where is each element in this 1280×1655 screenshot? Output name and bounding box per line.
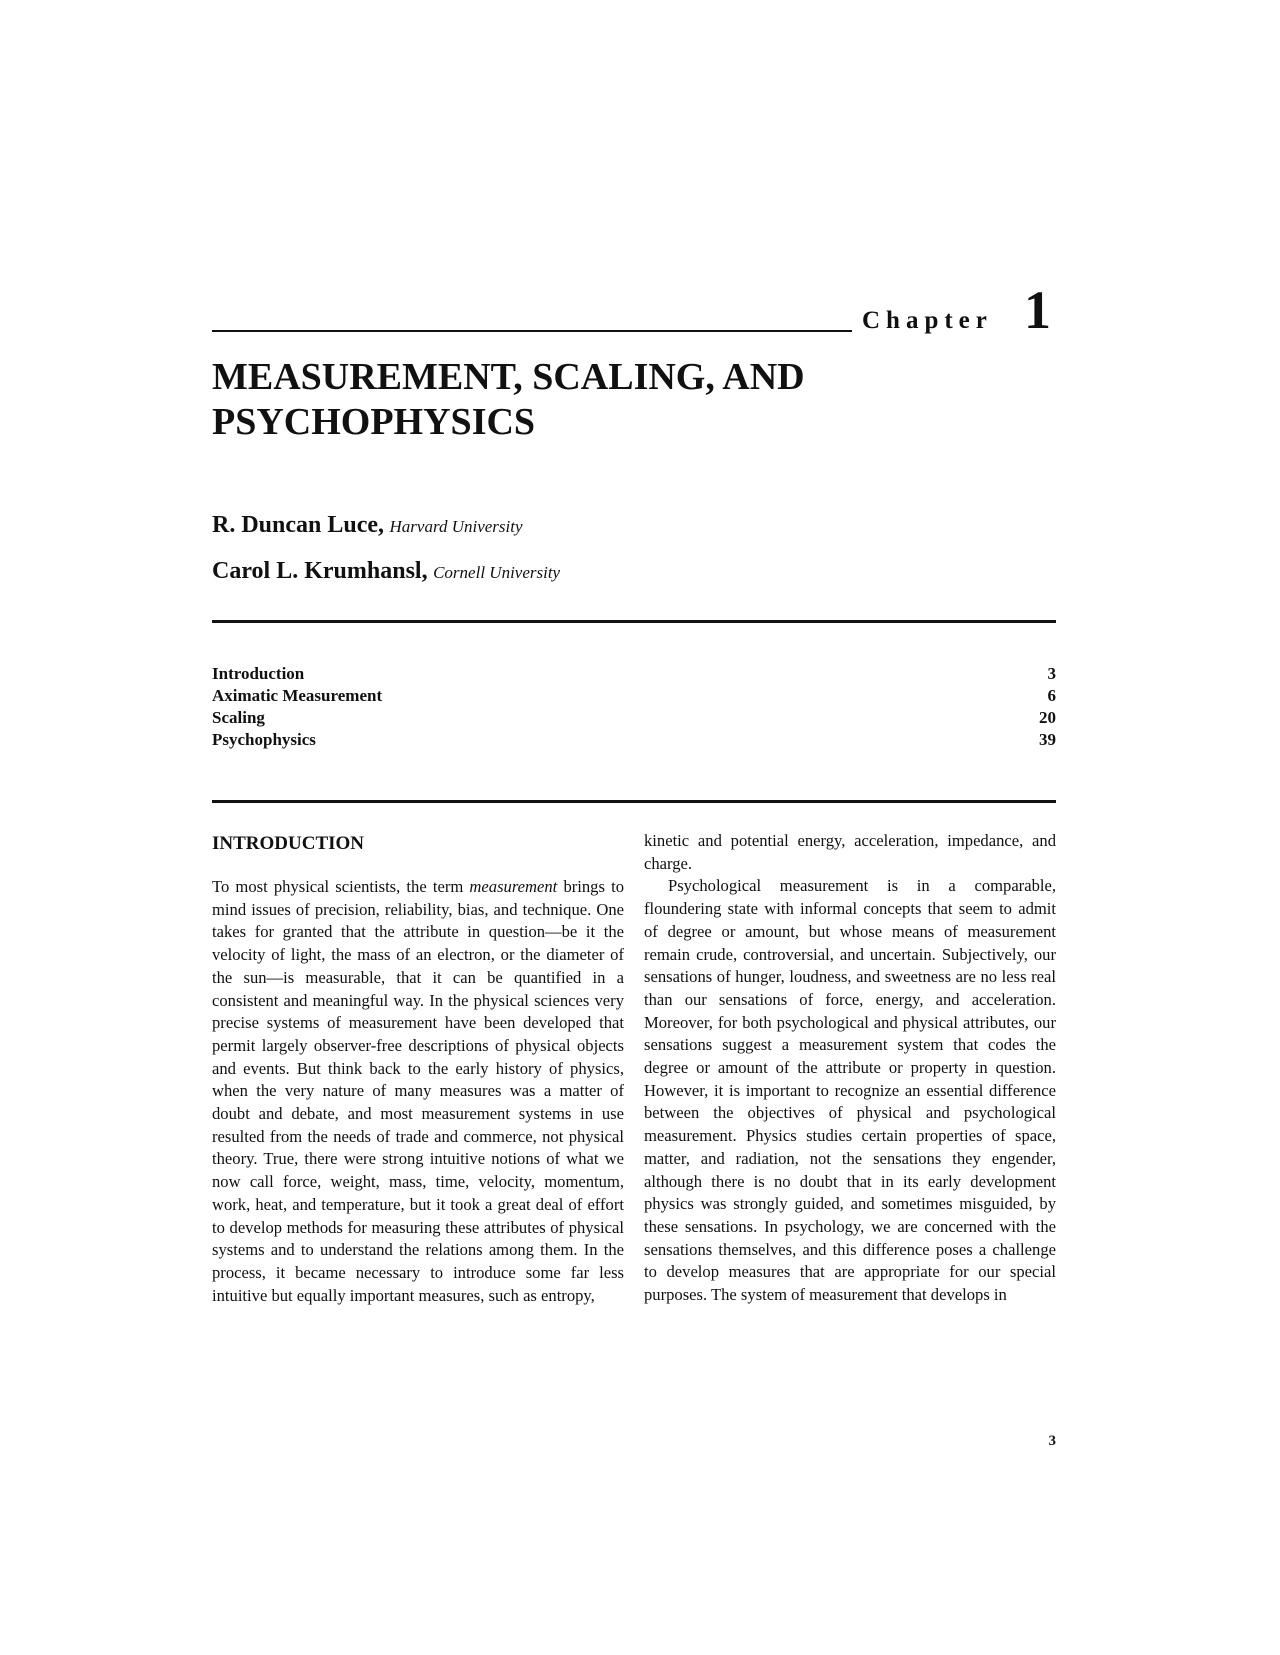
author-name: Carol L. Krumhansl, xyxy=(212,558,428,584)
divider-bottom xyxy=(212,800,1056,803)
emphasized-term: measurement xyxy=(469,877,558,896)
author-2 xyxy=(212,558,560,604)
author-affiliation: Cornell University xyxy=(433,563,561,582)
chapter-number: 1 xyxy=(1024,280,1051,340)
chapter-title-line-1: MEASUREMENT, SCALING, AND xyxy=(212,356,805,398)
author-affiliation: Harvard University xyxy=(389,517,523,536)
body-column-right xyxy=(644,830,1056,1307)
paragraph: Psychological measurement is in a comparable, floundering state with informal concepts that seem to admit of degree or amount, but whose means of measurement remain crude, controversial, and uncertain. Subjectively, our sensations of hunger, loudness, and sweetness are no less real than our sensations of force, energy, and acceleration. Moreover, for both psychological and physical attributes, our sensations suggest a measurement system that codes the degree or amount of the attribute or property in question. However, it is important to recognize an essential difference between the objectives of physical and psychological measurement. Physics studies certain properties of space, matter, and radiation, not the sensations they engender, although there is no doubt that in its early development physics was strongly guided, and sometimes misguided, by these sensations. In psychology, we are concerned with the sensations themselves, and this difference poses a challenge to develop measures that are appropriate for our special purposes. The system of measurement that develops in xyxy=(644,876,1056,1305)
toc-page: 6 xyxy=(1047,686,1056,705)
toc-label: Introduction xyxy=(212,664,305,683)
paragraph: kinetic and potential energy, acceleration, impedance, and charge. xyxy=(644,831,1056,873)
divider-top xyxy=(212,620,1056,623)
toc-label: Psychophysics xyxy=(212,730,316,749)
section-heading: INTRODUCTION xyxy=(212,833,365,854)
chapter-title-line-2: PSYCHOPHYSICS xyxy=(212,401,536,443)
toc-page: 20 xyxy=(1039,708,1056,727)
paragraph xyxy=(212,876,624,1307)
toc-page: 39 xyxy=(1039,730,1056,749)
chapter-header xyxy=(212,280,1056,340)
page-number: 3 xyxy=(1048,1433,1056,1449)
toc-label: Scaling xyxy=(212,708,265,727)
chapter-rule xyxy=(212,330,852,332)
text-run: To most physical scientists, the term xyxy=(212,877,470,896)
toc-item-psychophysics xyxy=(212,729,1056,751)
toc-label: Aximatic Measurement xyxy=(212,686,383,705)
table-of-contents xyxy=(212,663,1056,751)
author-name: R. Duncan Luce, xyxy=(212,512,385,538)
chapter-title xyxy=(212,355,1072,445)
toc-page: 3 xyxy=(1047,664,1056,683)
text-run: brings to mind issues of precision, reliability, bias, and technique. One takes for granted that the attribute in question—be it the velocity of light, the mass of an electron, or the diameter of the sun—is measurable, that it can be quantified in a consistent and meaningful way. In the physical sciences very precise systems of measurement have been developed that permit largely observer-free descriptions of physical objects and events. But think back to the early history of physics, when the very nature of many measures was a matter of doubt and debate, and most measurement systems in use resulted from the needs of trade and commerce, not physical theory. True, there were strong intuitive notions of what we now call force, weight, mass, time, velocity, momentum, work, heat, and temperature, but it took a great deal of effort to develop methods for measuring these attributes of physical systems and to understand the relations among them. In the process, it became necessary to introduce some far less intuitive but equally important measures, such as entropy, xyxy=(212,877,624,1305)
author-1 xyxy=(212,512,560,558)
author-list xyxy=(212,512,560,604)
toc-item-introduction xyxy=(212,663,1056,685)
toc-item-aximatic-measurement xyxy=(212,685,1056,707)
toc-item-scaling xyxy=(212,707,1056,729)
body-column-left xyxy=(212,832,624,1307)
chapter-label: Chapter xyxy=(862,307,993,334)
